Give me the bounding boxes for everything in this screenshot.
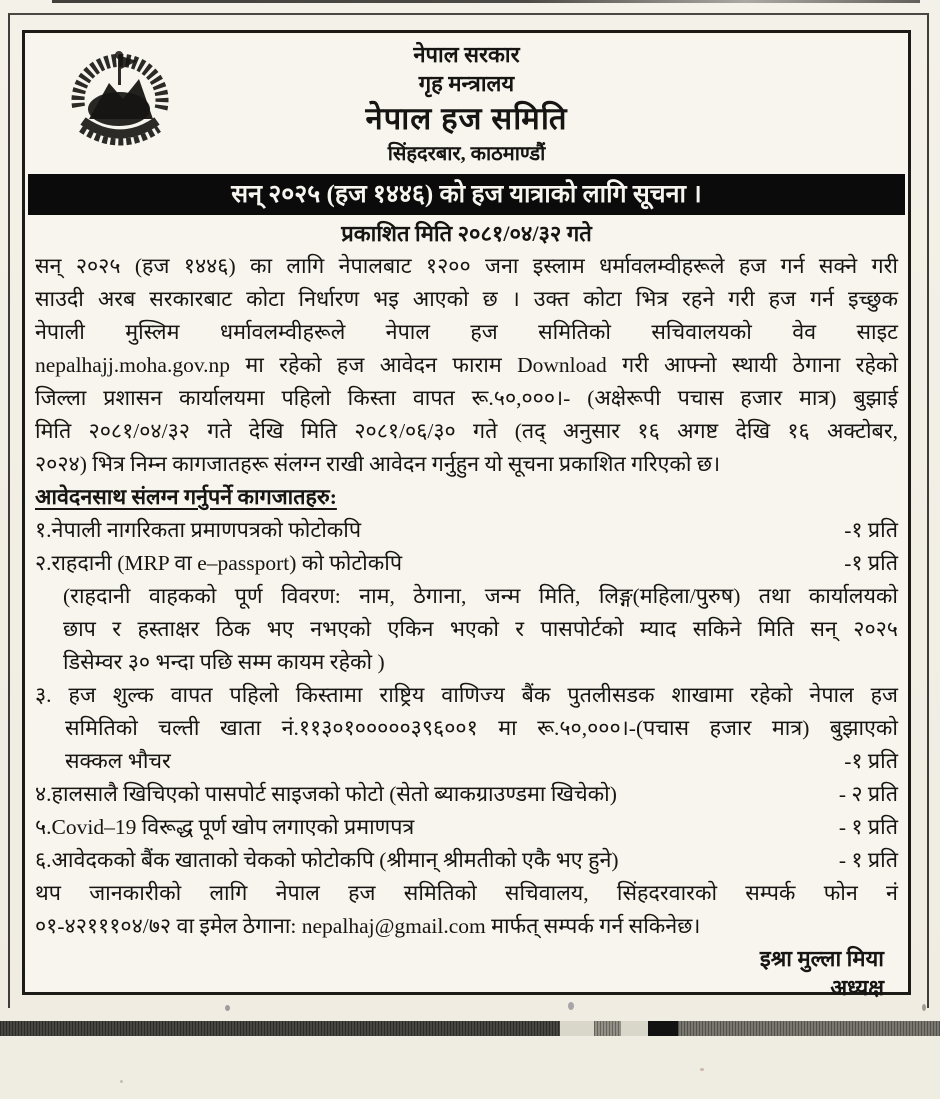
intro-line: सन् २०२५ (हज १४४६) का लागि नेपालबाट १२०० जना इस्लाम धर्मावलम्वीहरूले हज गर्न सक्ने गरी <box>35 254 898 278</box>
document-item-copies: - १ प्रति <box>838 848 898 872</box>
strip-segment <box>648 1021 678 1036</box>
document-item-copies: - १ प्रति <box>838 815 898 839</box>
scan-noise-speck <box>225 1005 230 1011</box>
intro-line: २०२४) भित्र निम्न कागजातहरू संलग्न राखी आवेदन गर्नुहुन यो सूचना प्रकाशित गरिएको छ। <box>35 452 721 476</box>
contact-line: थप जानकारीको लागि नेपाल हज समितिको सचिवालय, सिंहदरवारको सम्पर्क फोन नं <box>35 881 898 905</box>
intro-line: मिति २०८१/०४/३२ गते देखि मिति २०८१/०६/३० गते (तद् अनुसार १६ अगष्ट देखि १६ अक्टोबर, <box>35 419 898 443</box>
notice-header <box>35 33 898 169</box>
document-item-4 <box>35 778 898 811</box>
signature-block <box>35 944 898 1002</box>
document-item-1 <box>35 514 898 547</box>
strip-segment <box>621 1021 648 1036</box>
contact-line: ०१-४२१११०४/७२ वा इमेल ठेगाना: nepalhaj@gmail.com मार्फत् सम्पर्क गर्न सकिनेछ। <box>35 914 701 938</box>
document-item-copies: -१ प्रति <box>844 749 898 773</box>
committee-name: नेपाल हज समिति <box>365 101 568 136</box>
scan-noise-speck <box>568 1002 574 1010</box>
document-item-text: ६.आवेदकको बैंक खाताको चेकको फोटोकपि (श्रीमान् श्रीमतीको एकै भए हुने) <box>35 848 619 872</box>
ministry-name: गृह मन्त्रालय <box>418 71 515 96</box>
strip-segment <box>0 1021 560 1036</box>
published-date: प्रकाशित मिति २०८१/०४/३२ गते <box>341 221 592 246</box>
strip-segment <box>594 1021 621 1036</box>
intro-line: जिल्ला प्रशासन कार्यालयमा पहिलो किस्ता वापत रू.५०,०००।- (अक्षेरूपी पचास हजार मात्र) बुझाई <box>35 386 898 410</box>
document-item-text: सक्कल भौचर <box>65 749 171 773</box>
document-item-2 <box>35 547 898 580</box>
document-item-text: ४.हालसालै खिचिएको पासपोर्ट साइजको फोटो (सेतो ब्याकग्राउण्डमा खिचेको) <box>35 782 617 806</box>
contact-paragraph <box>35 877 898 943</box>
chairperson-title: अध्यक्ष <box>830 975 884 1000</box>
intro-paragraph <box>35 250 898 481</box>
document-item-6 <box>35 844 898 877</box>
strip-segment <box>678 1021 940 1036</box>
document-item-2-note: छाप र हस्ताक्षर ठिक भए नभएको एकिन भएको र पासपोर्टको म्याद सकिने मिति सन् २०२५ <box>63 617 898 641</box>
scan-noise-speck <box>700 1068 704 1071</box>
strip-segment <box>560 1021 594 1036</box>
chairperson-name: इश्रा मुल्ला मिया <box>759 946 884 971</box>
document-item-3-line: ३. हज शुल्क वापत पहिलो किस्तामा राष्ट्रिय वाणिज्य बैंक पुतलीसडक शाखामा रहेको नेपाल हज <box>35 683 898 707</box>
intro-line: नेपाली मुस्लिम धर्मावलम्वीहरूले नेपाल हज समितिको सचिवालयको वेव साइट <box>35 320 898 344</box>
document-item-text: २.राहदानी (MRP वा e–passport) को फोटोकपि <box>35 551 403 575</box>
document-item-3 <box>35 745 898 778</box>
document-item-5 <box>35 811 898 844</box>
document-item-2-note: डिसेम्वर ३० भन्दा पछि सम्म कायम रहेको ) <box>63 650 385 674</box>
intro-line: साउदी अरब सरकारबाट कोटा निर्धारण भइ आएको छ । उक्त कोटा भित्र रहने गरी हज गर्न इच्छुक <box>35 287 898 311</box>
notice-title-banner: सन् २०२५ (हज १४४६) को हज यात्राको लागि सूचना । <box>28 174 905 215</box>
scan-edge-line <box>52 0 920 3</box>
document-item-copies: -१ प्रति <box>844 551 898 575</box>
committee-address: सिंहदरबार, काठमाण्डौं <box>387 143 546 165</box>
documents-heading: आवेदनसाथ संलग्न गर्नुपर्ने कागजातहरु: <box>35 485 337 509</box>
scan-noise-speck <box>120 1080 123 1083</box>
document-item-copies: - २ प्रति <box>838 782 898 806</box>
document-item-2-note: (राहदानी वाहकको पूर्ण विवरण: नाम, ठेगाना, जन्म मिति, लिङ्ग(महिला/पुरुष) तथा कार्यालयको <box>63 584 898 608</box>
scan-noise-speck <box>922 1004 926 1011</box>
scan-artifact-strip <box>0 1021 940 1036</box>
nepal-government-emblem-icon <box>63 43 177 163</box>
document-item-text: ५.Covid–19 विरूद्ध पूर्ण खोप लगाएको प्रमाणपत्र <box>35 815 415 839</box>
notice-box <box>22 30 911 1000</box>
document-item-copies: -१ प्रति <box>844 518 898 542</box>
government-name: नेपाल सरकार <box>413 42 520 67</box>
document-item-3-line: समितिको चल्ती खाता नं.११३०१०००००३९६००१ मा रू.५०,०००।-(पचास हजार मात्र) बुझाएको <box>65 716 898 740</box>
document-item-text: १.नेपाली नागरिकता प्रमाणपत्रको फोटोकपि <box>35 518 362 542</box>
intro-line: nepalhajj.moha.gov.np मा रहेको हज आवेदन फाराम Download गरी आफ्नो स्थायी ठेगाना रहेको <box>35 353 898 377</box>
